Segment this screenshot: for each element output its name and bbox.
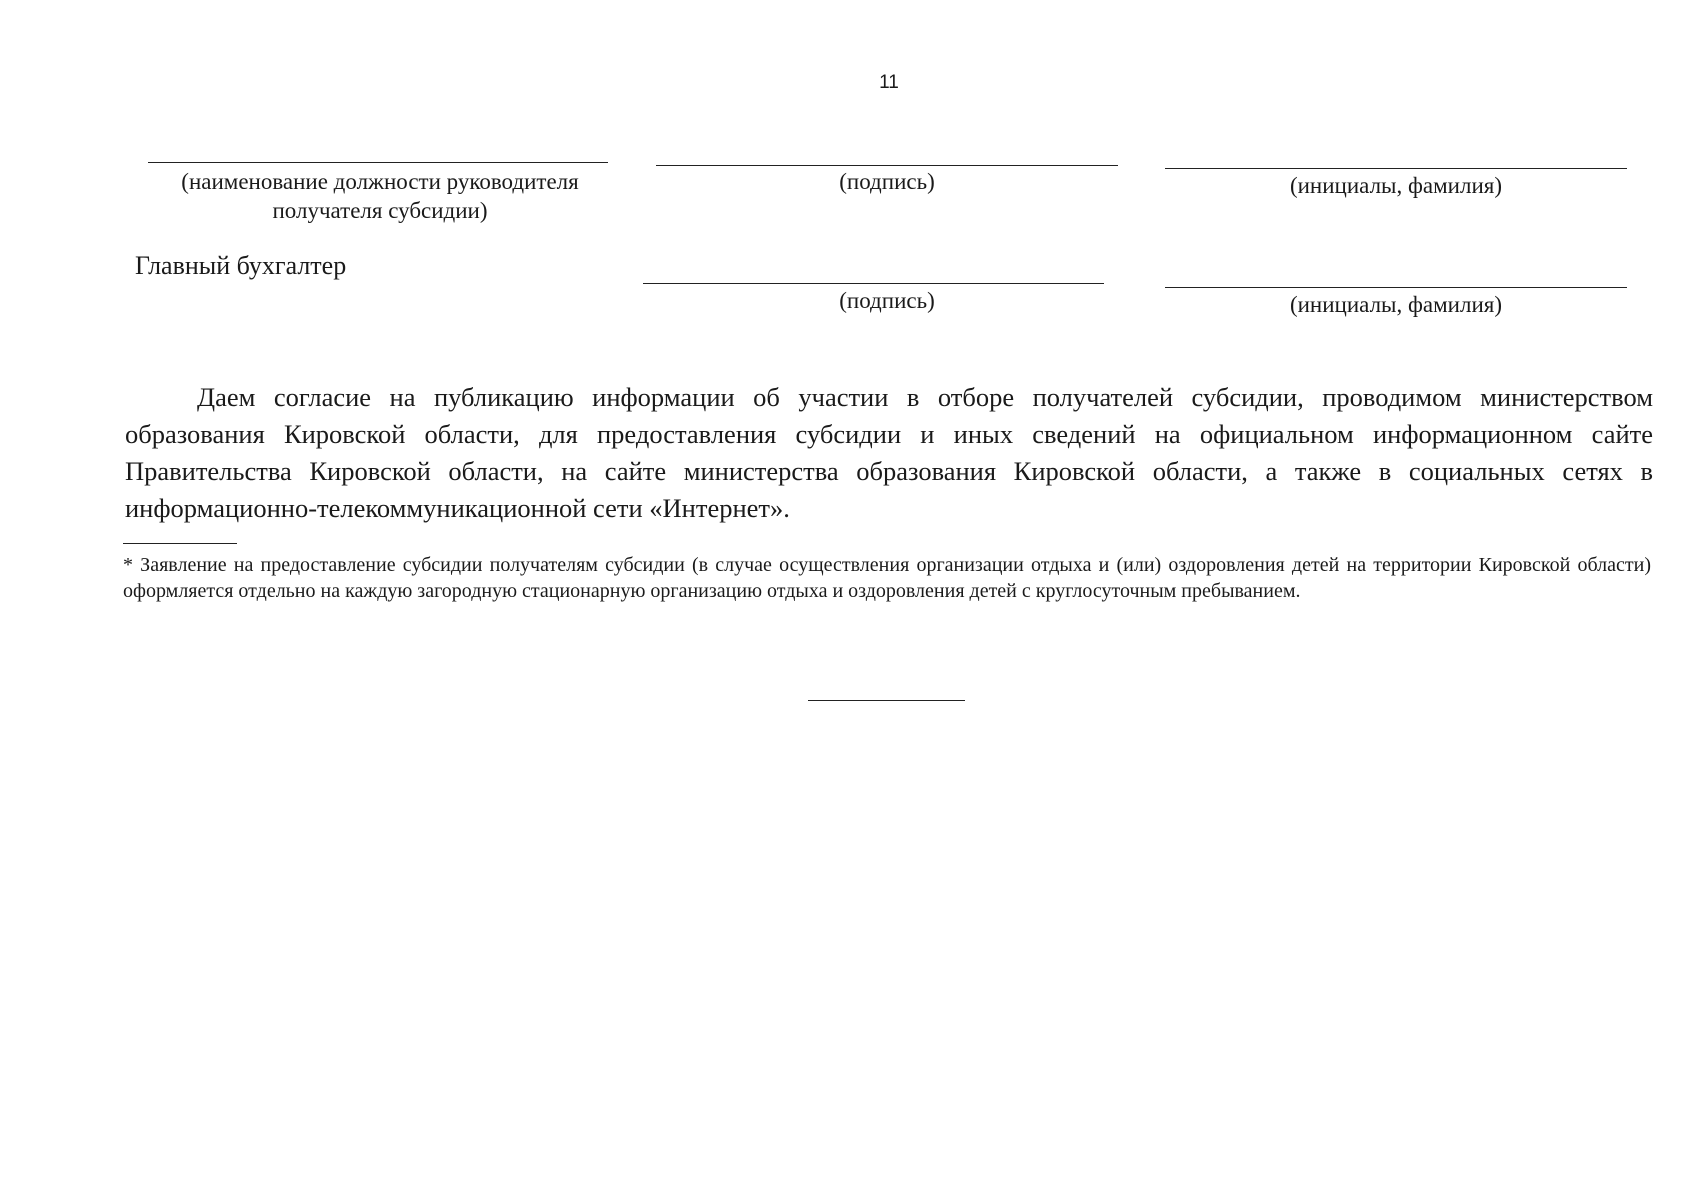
- footnote-separator: [123, 543, 237, 544]
- head-name-line: [1165, 168, 1627, 169]
- head-name-caption: (инициалы, фамилия): [1289, 173, 1503, 198]
- accountant-signature-caption: (подпись): [839, 288, 935, 313]
- footnote-text: * Заявление на предоставление субсидии получателям субсидии (в случае осуществления организации отдыха и (или) оздоровления детей на территории Кировской области) оформляется отдельно на каждую загородную стационарную организацию отдыха и оздоровления детей с круглосуточным пребыванием.: [123, 554, 1651, 602]
- head-position-line: [148, 162, 608, 163]
- accountant-name-line: [1165, 287, 1627, 288]
- head-position-caption: (наименование должности руководителя получателя субсидии): [181, 169, 579, 223]
- page-number: 11: [879, 72, 899, 93]
- end-rule: [808, 700, 965, 701]
- head-signature-line: [656, 165, 1118, 166]
- accountant-signature-line: [643, 283, 1104, 284]
- accountant-label: Главный бухгалтер: [135, 251, 347, 280]
- head-signature-caption: (подпись): [839, 169, 935, 194]
- accountant-name-caption: (инициалы, фамилия): [1289, 292, 1503, 317]
- consent-paragraph: Даем согласие на публикацию информации об участии в отборе получателей субсидии, проводимом министерством образования Кировской области, для предоставления субсидии и иных сведений на официальном информационном сайте Правительства Кировской области, на сайте министерства образования Кировской области, а также в социальных сетях в информационно-телекоммуникационной сети «Интернет».: [125, 382, 1653, 523]
